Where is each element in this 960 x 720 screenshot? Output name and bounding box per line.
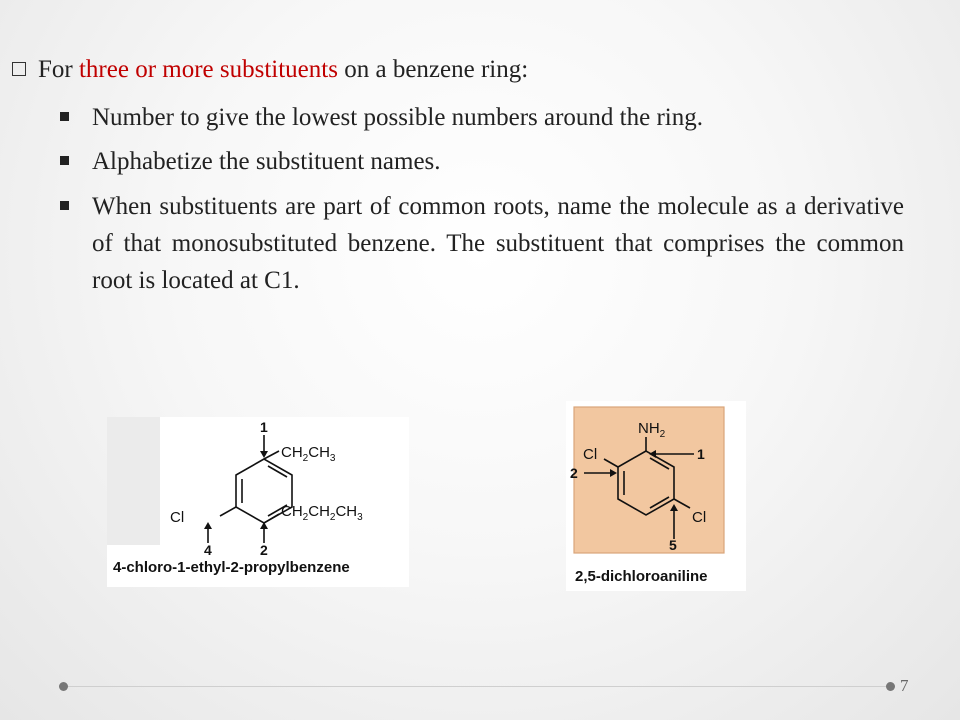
structure-figure-1 <box>107 417 409 587</box>
locant-5: 5 <box>669 537 677 553</box>
benzene-structure-2 <box>566 401 746 591</box>
checkbox-bullet-icon <box>12 62 26 76</box>
heading-line <box>12 54 528 86</box>
square-bullet-icon <box>60 201 69 210</box>
square-bullet-icon <box>60 112 69 121</box>
chloro-label-top: Cl <box>583 446 598 463</box>
heading-prefix: For <box>38 56 79 83</box>
bullet-item-3 <box>60 188 904 299</box>
footer-dot-left <box>59 682 68 691</box>
double-bond <box>268 466 287 477</box>
locant-2: 2 <box>570 465 578 481</box>
ethyl-label: $CH_2CH_3$ <box>281 444 336 464</box>
bullet-item-1 <box>60 99 904 136</box>
page-number: 7 <box>900 676 909 695</box>
bullet-text-2: Alphabetize the substituent names. <box>92 148 441 175</box>
heading-highlight: three or more substituents <box>78 56 338 83</box>
bullet-item-2 <box>60 143 904 180</box>
bullet-text-1: Number to give the lowest possible numbers around the ring. <box>92 104 703 131</box>
chloro-label-bottom: Cl <box>692 509 707 526</box>
footer-divider <box>68 686 886 687</box>
propyl-bond <box>264 514 279 523</box>
caption-2: 2,5-dichloroaniline <box>575 568 708 585</box>
amino-label: $NH_2$ <box>638 420 666 440</box>
locant-2: 2 <box>260 542 268 558</box>
structure-figure-2 <box>566 401 746 591</box>
chloro-bond <box>220 507 236 516</box>
locant-1: 1 <box>260 419 268 435</box>
square-bullet-icon <box>60 156 69 165</box>
caption-1: 4-chloro-1-ethyl-2-propylbenzene <box>113 559 350 576</box>
chloro-label: Cl <box>170 509 185 526</box>
heading-suffix: on a benzene ring: <box>337 56 529 83</box>
bullet-text-3: When substituents are part of common roots, name the molecule as a derivative of that monosubstituted benzene. The substituent that comprises the common root is located at C1. <box>92 193 904 294</box>
locant-1: 1 <box>697 446 705 462</box>
arrow-head-4 <box>204 522 212 529</box>
footer-dot-right <box>886 682 895 691</box>
arrow-head-2 <box>260 522 268 529</box>
propyl-label: $CH_2CH_2CH_3$ <box>281 503 363 523</box>
locant-4: 4 <box>204 542 212 558</box>
